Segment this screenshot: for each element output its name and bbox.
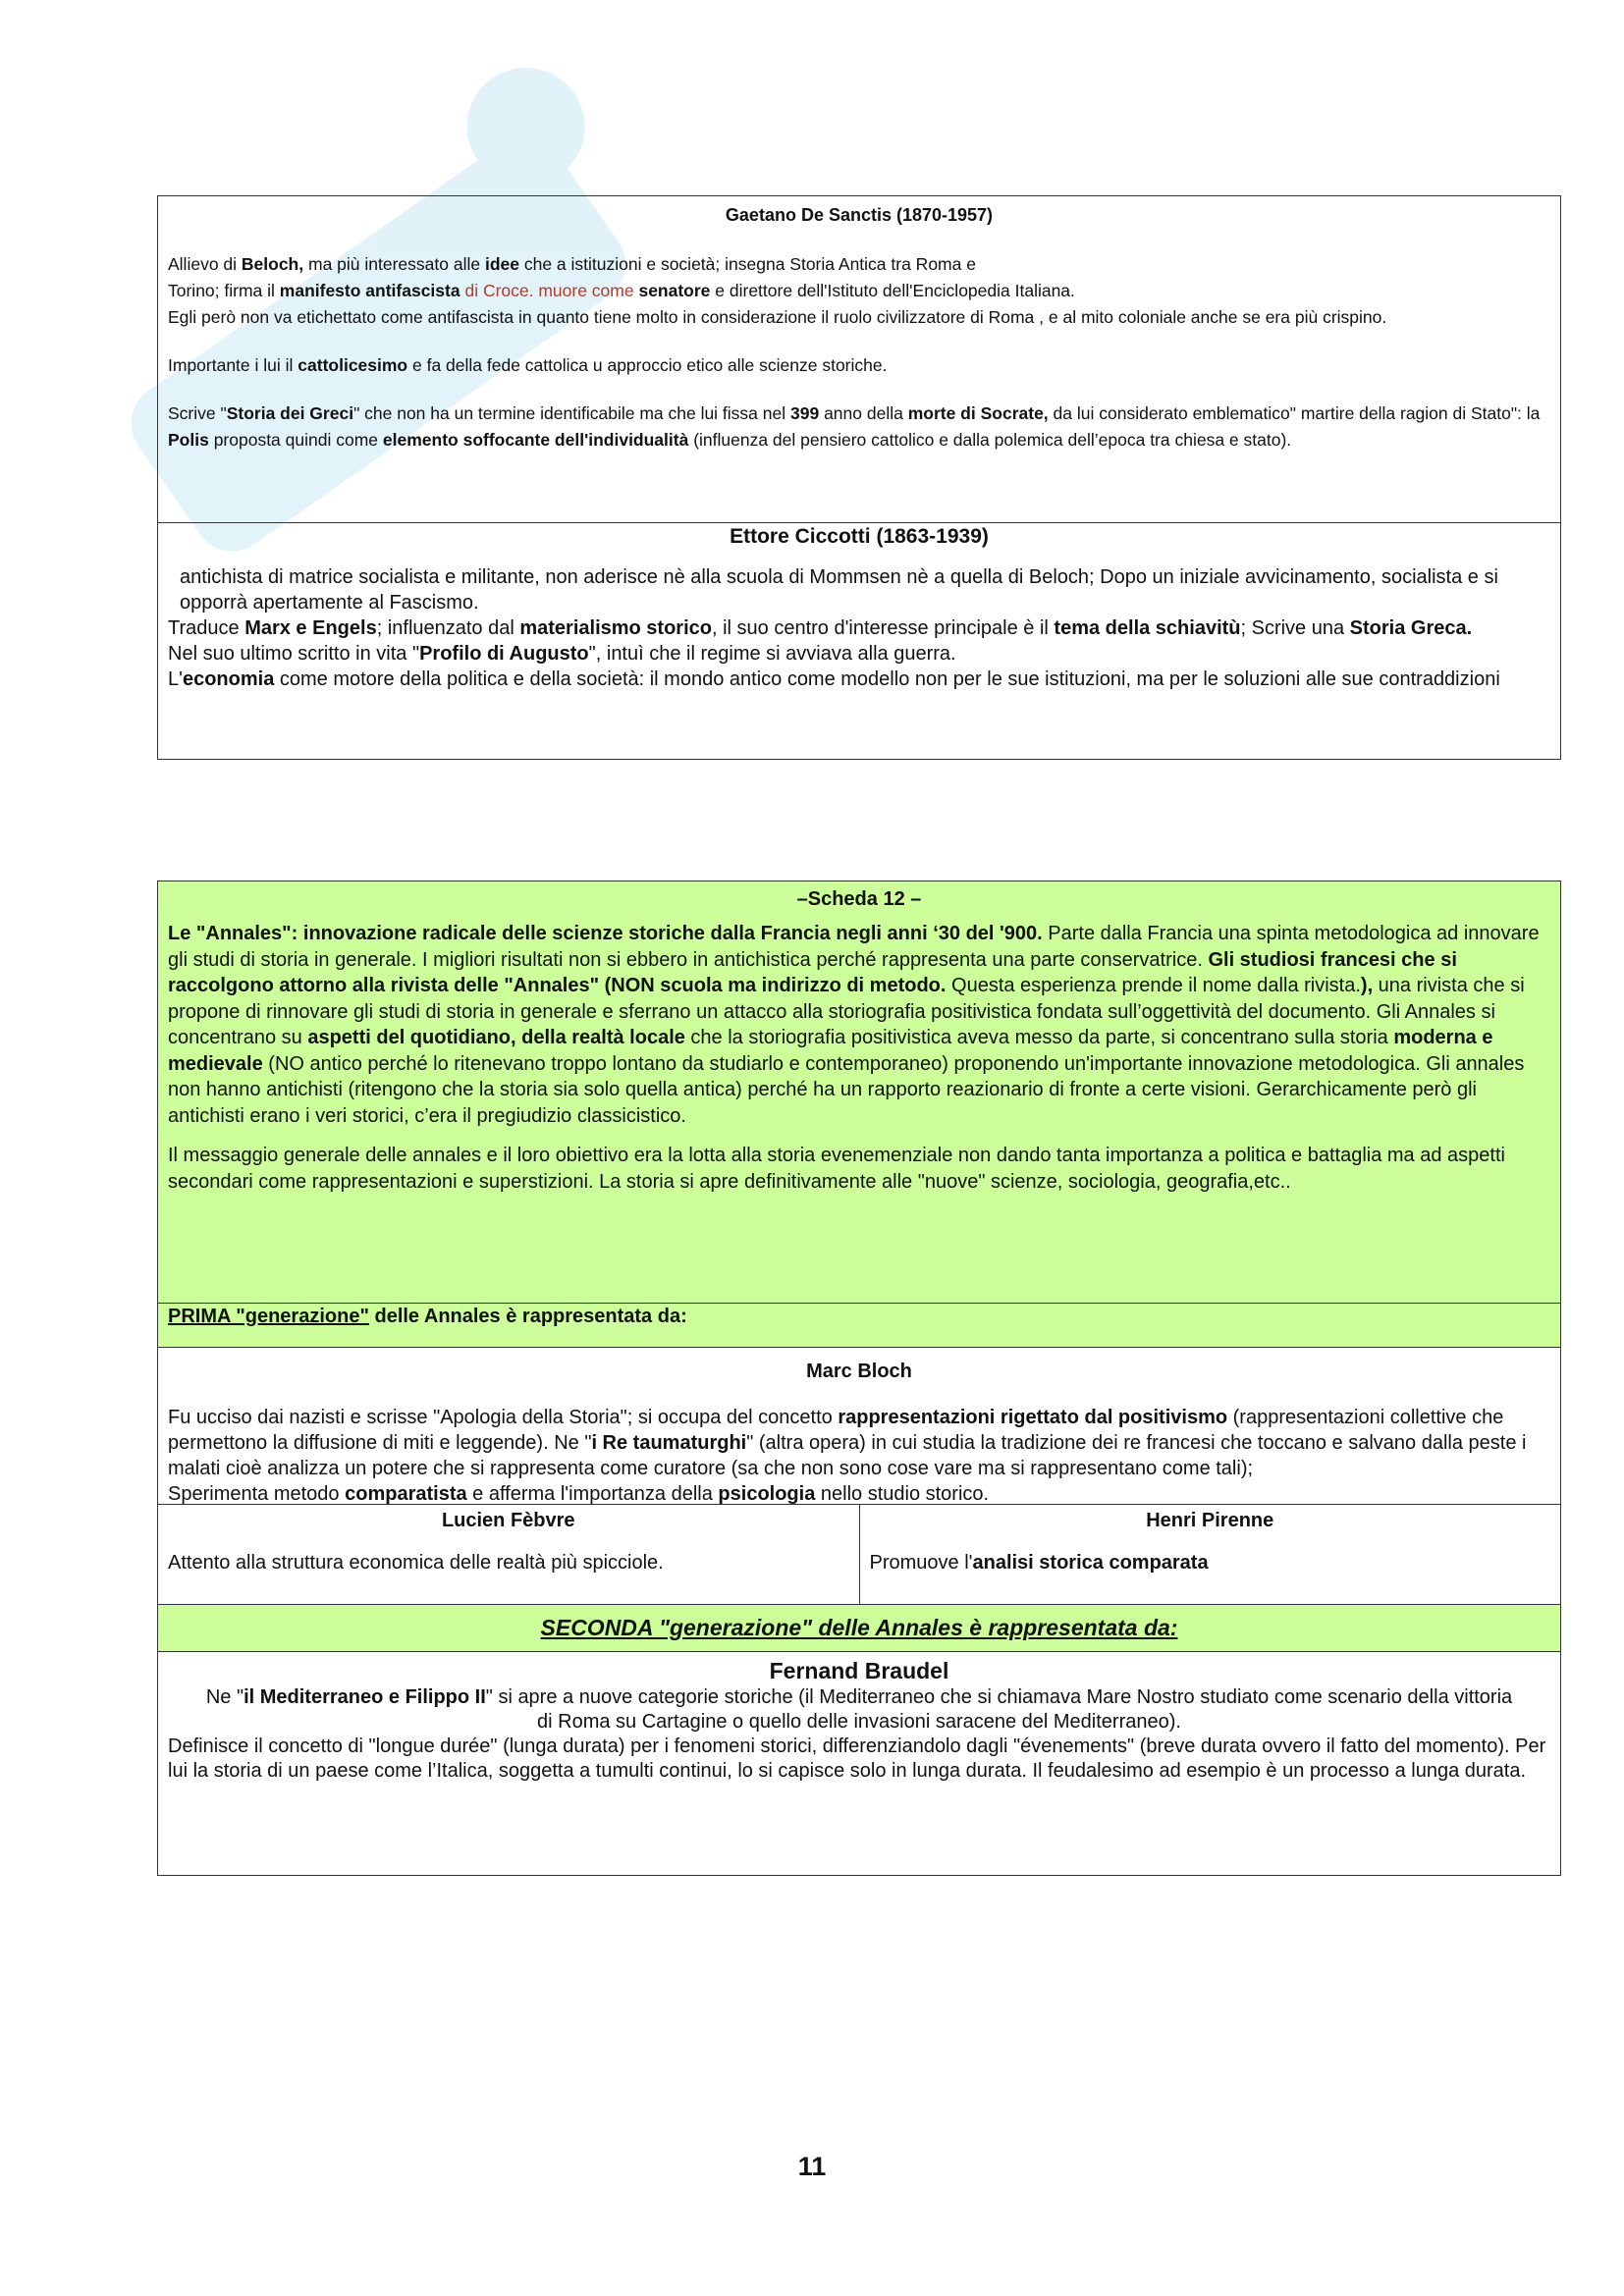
de-sanctis-section bbox=[158, 196, 1560, 523]
scheda-12-p1: Le "Annales": innovazione radicale delle scienze storiche dalla Francia negli anni ‘30 del '900. Parte dalla Francia una spinta metodologica ad innovare gli studi di storia in generale. I migliori risultati non si ebbero in antichistica perché rappresenta una parte conservatrice. Gli studiosi francesi che si raccolgono attorno alla rivista delle "Annales" (NON scuola ma indirizzo di metodo. Questa esperienza prende il nome dalla rivista.), una rivista che si propone di rinnovare gli studi di storia in generale e sferrano un attacco alla storiografia positivistica fondata sull’oggettività del documento. Gli Annales si concentrano su aspetti del quotidiano, della realtà locale che la storiografia positivistica aveva messo da parte, si concentrano sulla storia moderna e medievale (NO antico perché lo ritenevano troppo lontano da studiarlo e contemporaneo) proponendo un'importante innovazione metodologica. Gli annales non hanno antichisti (ritengono che la storia sia solo quella antica) perché ha un rapporto reazionario di fronte a certe visioni. Gerarchicamente però gli antichisti erano i veri storici, c’era il pregiudizio classicistico. bbox=[168, 923, 1540, 1127]
authors-box bbox=[157, 195, 1561, 760]
prima-generazione-heading: PRIMA "generazione" delle Annales è rappresentata da: bbox=[158, 1304, 1560, 1348]
bloch-section bbox=[158, 1348, 1560, 1505]
pirenne-cell bbox=[859, 1505, 1561, 1604]
ciccotti-p4: L'economia come motore della politica e della società: il mondo antico come modello non per le sue istituzioni, ma per le soluzioni alle sue contraddizioni bbox=[168, 668, 1500, 690]
bloch-p1: Fu ucciso dai nazisti e scrisse "Apologia della Storia"; si occupa del concetto rappresentazioni rigettato dal positivismo (rappresentazioni collettive che permettono la diffusione di miti e leggende). Ne "i Re taumaturghi" (altra opera) in cui studia la tradizione dei re francesi che toccano e salvano dalla peste i malati cioè analizza un potere che si rappresenta come curatore (sa che non sono cose vare ma si rappresentano come tali); bbox=[168, 1407, 1527, 1479]
scheda-12-p2: Il messaggio generale delle annales e il loro obiettivo era la lotta alla storia evenemenziale non dando tanta importanza a politica e battaglia ma ad aspetti secondari come rappresentazioni e superstizioni. La storia si apre definitivamente alle "nuove" scienze, sociologia, geografia,etc.. bbox=[168, 1145, 1505, 1193]
febvre-title: Lucien Fèbvre bbox=[441, 1510, 575, 1531]
de-sanctis-p2: Torino; firma il manifesto antifascista di Croce. muore come senatore e direttore dell'Istituto dell'Enciclopedia Italiana. bbox=[168, 281, 1075, 300]
scheda-12-box bbox=[157, 881, 1561, 1876]
braudel-title: Fernand Braudel bbox=[769, 1658, 949, 1683]
braudel-p1: Ne "il Mediterraneo e Filippo II" si apre a nuove categorie storiche (il Mediterraneo che si chiamava Mare Nostro studiato come scenario della vittoria di Roma su Cartagine o quello delle invasioni saracene del Mediterraneo). bbox=[205, 1686, 1513, 1733]
febvre-cell bbox=[158, 1505, 859, 1604]
scheda-12-intro bbox=[158, 881, 1560, 1304]
scheda-12-title: –Scheda 12 – bbox=[796, 888, 922, 910]
de-sanctis-p4: Importante i lui il cattolicesimo e fa della fede cattolica u approccio etico alle scienze storiche. bbox=[168, 355, 888, 375]
ciccotti-p1: antichista di matrice socialista e militante, non aderisce nè alla scuola di Mommsen nè a quella di Beloch; Dopo un iniziale avvicinamento, socialista e si opporrà apertamente al Fascismo. bbox=[180, 566, 1498, 614]
pirenne-text: Promuove l'analisi storica comparata bbox=[869, 1552, 1209, 1574]
de-sanctis-title: Gaetano De Sanctis (1870-1957) bbox=[725, 205, 994, 225]
febvre-text: Attento alla struttura economica delle realtà più spicciole. bbox=[168, 1552, 664, 1574]
febvre-pirenne-row bbox=[158, 1505, 1560, 1605]
page-number: 11 bbox=[797, 2152, 827, 2181]
pirenne-title: Henri Pirenne bbox=[1146, 1510, 1274, 1531]
braudel-section bbox=[158, 1652, 1560, 1784]
de-sanctis-p5: Scrive "Storia dei Greci" che non ha un termine identificabile ma che lui fissa nel 399 anno della morte di Socrate, da lui considerato emblematico" martire della ragion di Stato": la Polis proposta quindi come elemento soffocante dell'individualità (influenza del pensiero cattolico e dalla polemica dell’epoca tra chiesa e stato). bbox=[168, 403, 1541, 450]
braudel-p2: Definisce il concetto di "longue durée" (lunga durata) per i fenomeni storici, differenziandolo dagli "évenements" (breve durata ovvero il fatto del momento). Per lui la storia di un paese come l’Italica, soggetta a tumulti continui, lo si capisce solo in lunga durata. Il feudalesimo ad esempio è un processo a lunga durata. bbox=[168, 1735, 1546, 1782]
de-sanctis-p3: Egli però non va etichettato come antifascista in quanto tiene molto in considerazione il ruolo civilizzatore di Roma , e al mito coloniale anche se era più crispino. bbox=[168, 307, 1387, 327]
bloch-title: Marc Bloch bbox=[806, 1361, 912, 1382]
de-sanctis-p1: Allievo di Beloch, ma più interessato alle idee che a istituzioni e società; insegna Storia Antica tra Roma e bbox=[168, 254, 976, 274]
bloch-p2: Sperimenta metodo comparatista e afferma l'importanza della psicologia nello studio storico. bbox=[168, 1483, 990, 1505]
ciccotti-p2: Traduce Marx e Engels; influenzato dal materialismo storico, il suo centro d'interesse principale è il tema della schiavitù; Scrive una Storia Greca. bbox=[168, 617, 1473, 639]
ciccotti-p3: Nel suo ultimo scritto in vita "Profilo di Augusto", intuì che il regime si avviava alla guerra. bbox=[168, 643, 956, 665]
ciccotti-section bbox=[158, 523, 1560, 692]
ciccotti-title: Ettore Ciccotti (1863-1939) bbox=[730, 525, 989, 548]
seconda-generazione-heading: SECONDA "generazione" delle Annales è rappresentata da: bbox=[158, 1605, 1560, 1652]
